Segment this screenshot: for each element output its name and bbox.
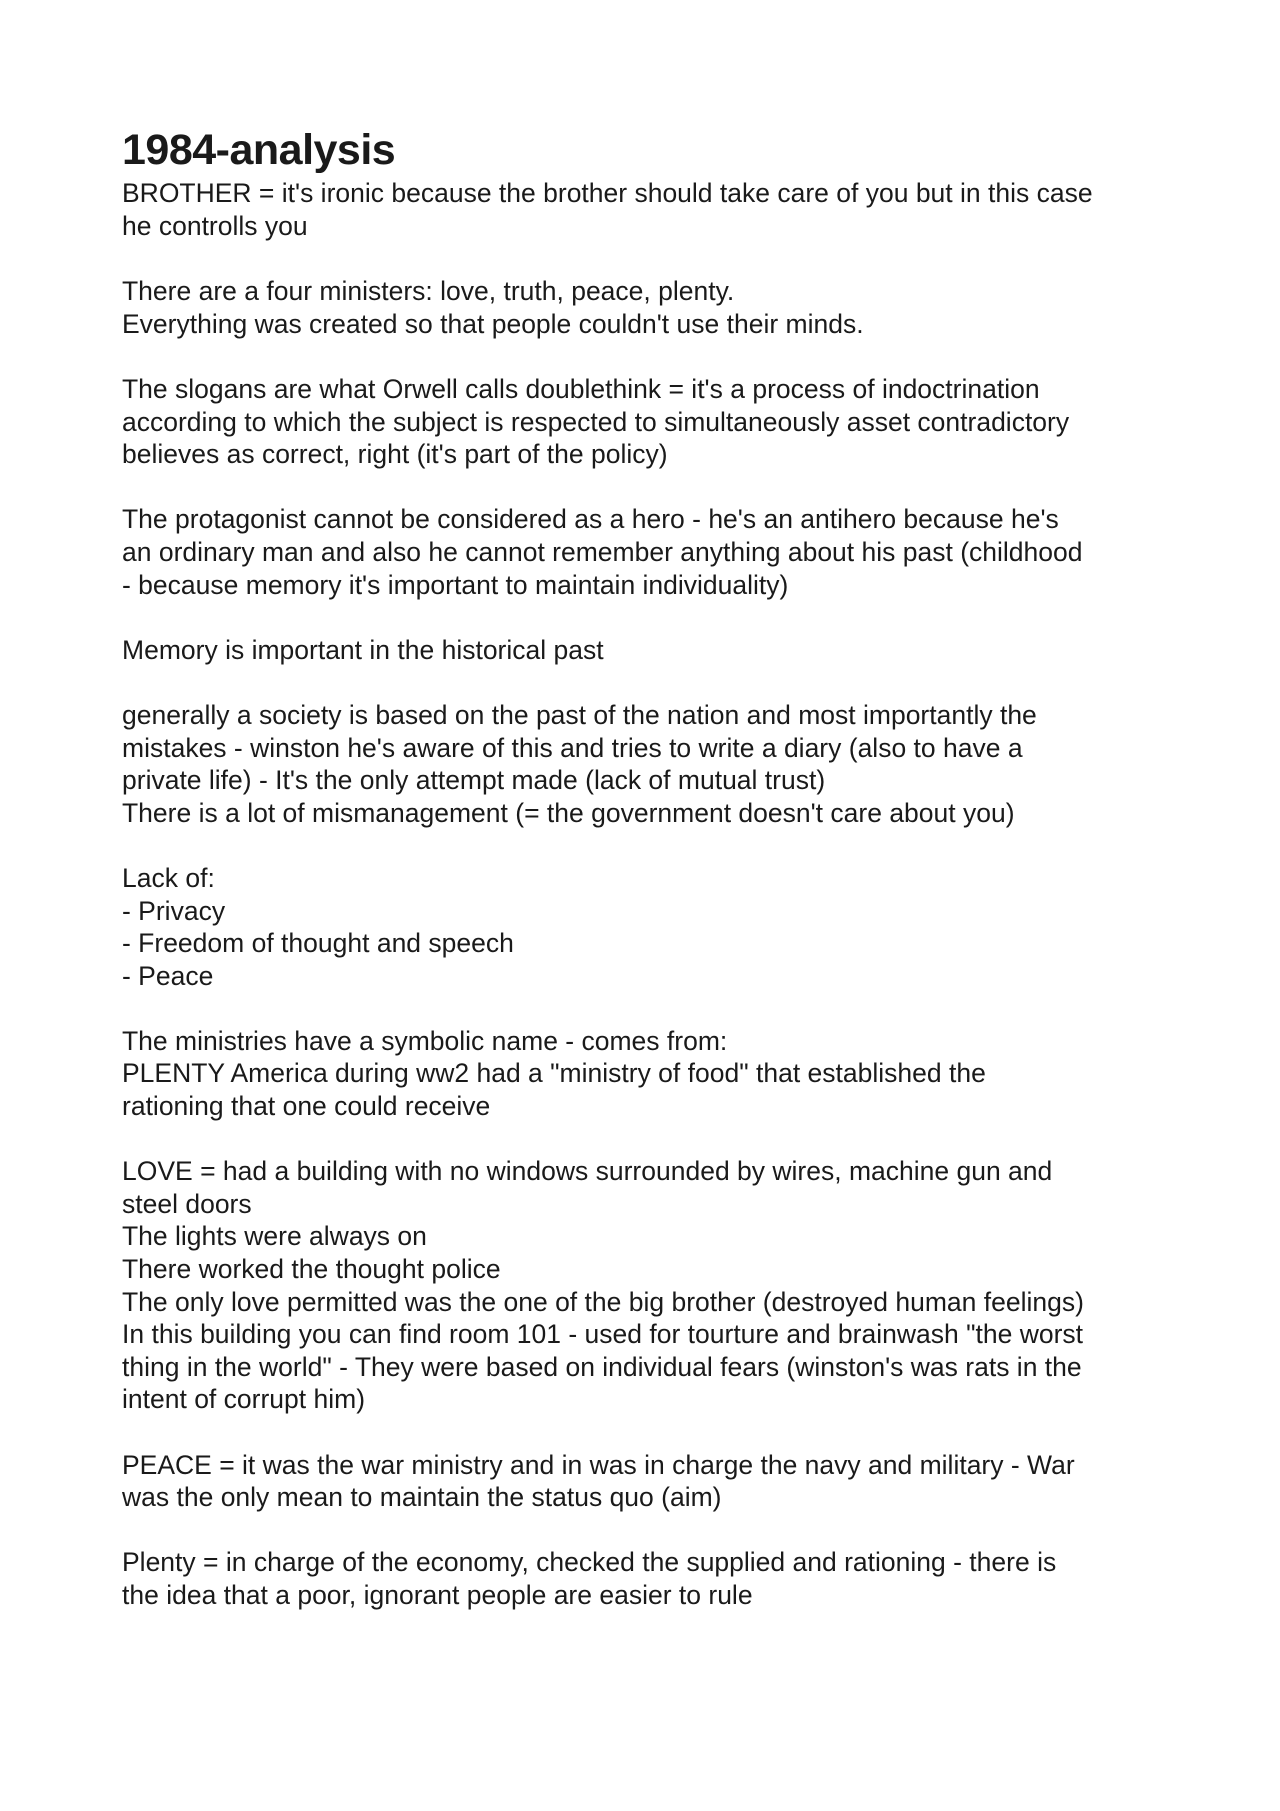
text-line: Everything was created so that people couldn't use their minds. [122, 308, 864, 339]
paragraph [122, 373, 1182, 471]
paragraph [122, 1449, 1182, 1514]
text-line: The slogans are what Orwell calls doublethink = it's a process of indoctrination [122, 374, 1040, 404]
text-line: The only love permitted was the one of the big brother (destroyed human feelings) [122, 1286, 1084, 1317]
text-line: - Freedom of thought and speech [122, 928, 514, 959]
text-line: - because memory it's important to maintain individuality) [122, 569, 789, 600]
text-line: BROTHER = it's ironic because the brother should take care of you but in this case [122, 178, 1093, 209]
text-line: private life) - It's the only attempt made (lack of mutual trust) [122, 765, 826, 796]
text-line: intent of corrupt him) [122, 1384, 366, 1415]
document-title: 1984-analysis [122, 126, 396, 174]
text-line: mistakes - winston he's aware of this and tries to write a diary (also to have a [122, 732, 1023, 763]
text-line: PLENTY America during ww2 had a "ministry of food" that established the [122, 1058, 986, 1089]
text-line: according to which the subject is respected to simultaneously asset contradictory [122, 406, 1070, 437]
text-line: The ministries have a symbolic name - comes from: [122, 1025, 728, 1056]
document-body [122, 177, 1182, 1611]
text-line: The protagonist cannot be considered as a hero - he's an antihero because he's [122, 504, 1059, 535]
text-line: an ordinary man and also he cannot remember anything about his past (childhood [122, 536, 1083, 567]
text-line: the idea that a poor, ignorant people are easier to rule [122, 1579, 753, 1610]
paragraph [122, 503, 1182, 601]
text-line: There are a four ministers: love, truth, peace, plenty. [122, 276, 735, 307]
paragraph [122, 275, 1182, 340]
paragraph [122, 699, 1182, 829]
text-line: In this building you can find room 101 - used for tourture and brainwash "the worst [122, 1319, 1084, 1350]
text-line: There worked the thought police [122, 1254, 501, 1285]
text-line: was the only mean to maintain the status quo (aim) [122, 1482, 722, 1513]
text-line: believes as correct, right (it's part of the policy) [122, 439, 668, 470]
paragraph [122, 862, 1182, 992]
text-line: steel doors [122, 1188, 252, 1219]
text-line: rationing that one could receive [122, 1091, 491, 1122]
paragraph [122, 177, 1182, 242]
paragraph [122, 1025, 1182, 1123]
document-page [122, 126, 1182, 1644]
text-line: Lack of: [122, 862, 215, 893]
text-line: generally a society is based on the past of the nation and most importantly the [122, 699, 1037, 730]
paragraph [122, 1155, 1182, 1416]
paragraph [122, 634, 1182, 667]
text-line: - Peace [122, 960, 214, 991]
text-line: Plenty = in charge of the economy, checked the supplied and rationing - there is [122, 1547, 1057, 1578]
text-line: PEACE = it was the war ministry and in was in charge the navy and military - War [122, 1449, 1075, 1480]
text-line: LOVE = had a building with no windows surrounded by wires, machine gun and [122, 1156, 1053, 1187]
text-line: he controlls you [122, 211, 308, 242]
text-line: thing in the world" - They were based on individual fears (winston's was rats in the [122, 1351, 1082, 1382]
text-line: Memory is important in the historical past [122, 634, 604, 665]
paragraph [122, 1546, 1182, 1611]
text-line: The lights were always on [122, 1221, 427, 1252]
text-line: - Privacy [122, 895, 226, 926]
text-line: There is a lot of mismanagement (= the government doesn't care about you) [122, 797, 1015, 828]
